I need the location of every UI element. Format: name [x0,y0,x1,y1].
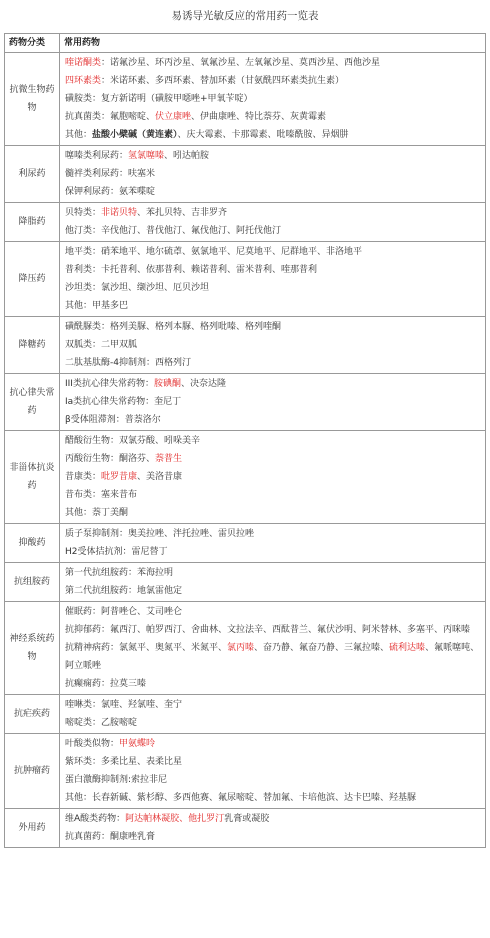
drug-text: 、庆大霉素、卡那霉素、吡嗪酰胺、异烟肼 [177,130,349,140]
drug-line [65,714,480,732]
drug-text: 磺胺类：复方新诺明（磺胺甲噁唑+甲氧苄啶） [65,94,253,104]
drug-text: 噻嗪类利尿药： [65,151,129,161]
category-cell: 抑酸药 [5,524,60,563]
drug-text: 、氟哌噻吨、阿立哌唑 [65,643,480,671]
table-row [5,431,486,524]
drug-text: 喹啉类：氯喹、羟氯喹、奎宁 [65,700,183,710]
drug-line [65,543,480,561]
category-cell: 降脂药 [5,203,60,242]
drug-line [65,243,480,261]
category-cell: 非甾体抗炎药 [5,431,60,524]
table-row [5,146,486,203]
category-cell: 抗组胺药 [5,563,60,602]
drug-text: 叶酸类似物： [65,739,120,749]
drug-text: 、伊曲康唑、特比萘芬、灰黄霉素 [191,112,327,122]
category-cell: 外用药 [5,809,60,848]
drug-text: H2受体拮抗剂：雷尼替丁 [65,547,168,557]
drug-text: 抗真菌类：氟胞嘧啶、 [65,112,156,122]
drug-line [65,72,480,90]
highlighted-drug: 甲氨蝶呤 [119,739,156,749]
drug-text: 第二代抗组胺药：地氯雷他定 [65,586,183,596]
category-cell: 利尿药 [5,146,60,203]
drug-list-cell [60,809,486,848]
highlighted-drug: 氢氯噻嗪 [128,151,165,161]
drug-line [65,204,480,222]
drug-text: ：米诺环素、多西环素、替加环素（甘氨酰四环素类抗生素） [101,76,345,86]
table-row [5,695,486,734]
drug-text: β受体阻滞剂：普萘洛尔 [65,415,161,425]
drug-line [65,789,480,807]
drug-list-cell [60,695,486,734]
drug-line [65,810,480,828]
table-header-row [5,34,486,53]
drug-list-cell [60,203,486,242]
drug-list-cell [60,734,486,809]
drug-line [65,621,480,639]
table-row [5,809,486,848]
drug-line [65,108,480,126]
drug-text: 他汀类：辛伐他汀、普伐他汀、氟伐他汀、阿托伐他汀 [65,226,282,236]
category-cell: 降糖药 [5,317,60,374]
drug-line [65,375,480,393]
highlighted-drug: 伏立康唑 [155,112,192,122]
drug-line [65,126,480,144]
drug-line [65,432,480,450]
table-row [5,734,486,809]
highlighted-drug: 氯丙嗪 [227,643,255,653]
drug-line [65,582,480,600]
category-cell: 抗疟疾药 [5,695,60,734]
category-cell: 神经系统药物 [5,602,60,695]
drug-text: 嘧啶类：乙胺嘧啶 [65,718,138,728]
drug-line [65,486,480,504]
drug-line [65,828,480,846]
drug-text: 髓袢类利尿药：呋塞米 [65,169,156,179]
drug-text: 昔布类：塞来昔布 [65,490,138,500]
highlighted-drug: 阿达帕林凝胶、他扎罗汀 [125,814,225,824]
drug-text: 醋酸衍生物：双氯芬酸、吲哚美辛 [65,436,201,446]
table-row [5,53,486,146]
table-row [5,602,486,695]
category-cell: 抗微生物药物 [5,53,60,146]
drug-table [4,33,486,848]
drug-line [65,450,480,468]
drug-list-cell [60,317,486,374]
drug-line [65,318,480,336]
drug-text: 、吲达帕胺 [164,151,210,161]
table-body [5,53,486,848]
table-row [5,203,486,242]
drug-line [65,735,480,753]
drug-text: ：诺氟沙星、环丙沙星、氧氟沙星、左氧氟沙星、莫西沙星、西他沙星 [101,58,381,68]
drug-text: 地平类：硝苯地平、地尔硫䓬、氨氯地平、尼莫地平、尼群地平、非洛地平 [65,247,363,257]
category-cell: 抗肿瘤药 [5,734,60,809]
highlighted-drug: 非诺贝特 [101,208,138,218]
table-row [5,317,486,374]
drug-line [65,468,480,486]
table-row [5,374,486,431]
header-drugs: 常用药物 [60,34,486,53]
drug-line [65,54,480,72]
drug-line [65,354,480,372]
drug-line [65,753,480,771]
drug-line [65,675,480,693]
drug-line [65,696,480,714]
drug-line [65,261,480,279]
drug-text: 抗癫痫药：拉莫三嗪 [65,679,147,689]
drug-text: 沙坦类：氯沙坦、缬沙坦、厄贝沙坦 [65,283,210,293]
header-category: 药物分类 [5,34,60,53]
table-row [5,563,486,602]
drug-text: 蛋白激酶抑制剂:索拉非尼 [65,775,168,785]
drug-text: 催眠药：阿普唑仑、艾司唑仑 [65,607,183,617]
table-row [5,524,486,563]
drug-line [65,525,480,543]
drug-line [65,279,480,297]
highlighted-drug: 胺碘酮 [153,379,181,389]
drug-line [65,564,480,582]
table-row [5,242,486,317]
drug-text: Ⅰa类抗心律失常药物：奎尼丁 [65,397,182,407]
drug-line [65,504,480,522]
drug-text: 质子泵抑制剂：奥美拉唑、泮托拉唑、雷贝拉唑 [65,529,255,539]
drug-text: 其他： [65,130,93,140]
category-cell: 抗心律失常药 [5,374,60,431]
drug-text: 二肽基肽酶-4抑制剂：西格列汀 [65,358,191,368]
drug-line [65,297,480,315]
drug-list-cell [60,563,486,602]
drug-text: 维A酸类药物： [65,814,126,824]
drug-text: 、美洛昔康 [137,472,183,482]
drug-line [65,183,480,201]
drug-line [65,603,480,621]
drug-text: 磺酰脲类：格列美脲、格列本脲、格列吡嗪、格列喹酮 [65,322,282,332]
drug-line [65,147,480,165]
drug-text: 其他：甲基多巴 [65,301,129,311]
drug-text: 其他：萘丁美酮 [65,508,129,518]
drug-text: III类抗心律失常药物： [65,379,154,389]
highlighted-drug: 硫利达嗪 [389,643,426,653]
drug-text: 、决奈达隆 [180,379,226,389]
drug-list-cell [60,524,486,563]
drug-text: 普利类：卡托普利、依那普利、赖诺普利、雷米普利、喹那普利 [65,265,318,275]
drug-text: 丙酸衍生物：酮洛芬、 [65,454,156,464]
drug-text: 、奋乃静、氟奋乃静、三氟拉嗪、 [254,643,390,653]
drug-text: 乳膏或凝胶 [224,814,270,824]
bold-drug: 盐酸小檗碱（黄连素） [92,130,178,140]
drug-text: 其他：长春新碱、紫杉醇、多西他赛、氟尿嘧啶、替加氟、卡培他滨、达卡巴嗪、羟基脲 [65,793,417,803]
drug-line [65,90,480,108]
drug-text: 保钾利尿药：氨苯喋啶 [65,187,156,197]
drug-line [65,336,480,354]
highlighted-drug: 喹诺酮类 [65,58,102,68]
drug-text: 双胍类：二甲双胍 [65,340,138,350]
drug-text: 抗抑郁药：氟西汀、帕罗西汀、舍曲林、文拉法辛、西酞普兰、氟伏沙明、阿米替林、多塞平、丙咪嗪 [65,625,471,635]
drug-list-cell [60,374,486,431]
drug-line [65,411,480,429]
highlighted-drug: 吡罗昔康 [101,472,138,482]
document-title: 易诱导光敏反应的常用药一览表 [171,10,319,22]
drug-list-cell [60,146,486,203]
drug-line [65,771,480,789]
drug-list-cell [60,602,486,695]
highlighted-drug: 四环素类 [65,76,102,86]
drug-list-cell [60,431,486,524]
highlighted-drug: 萘普生 [155,454,183,464]
drug-line [65,393,480,411]
drug-line [65,639,480,675]
drug-text: 、苯扎贝特、吉非罗齐 [137,208,228,218]
drug-line [65,222,480,240]
category-cell: 降压药 [5,242,60,317]
drug-text: 抗真菌药：酮康唑乳膏 [65,832,156,842]
drug-list-cell [60,242,486,317]
drug-list-cell [60,53,486,146]
drug-text: 紫环类：多柔比星、表柔比星 [65,757,183,767]
drug-text: 昔康类： [65,472,102,482]
drug-line [65,165,480,183]
drug-text: 贝特类： [65,208,102,218]
drug-text: 第一代抗组胺药：苯海拉明 [65,568,174,578]
drug-text: 抗精神病药：氯氮平、奥氮平、米氮平、 [65,643,228,653]
